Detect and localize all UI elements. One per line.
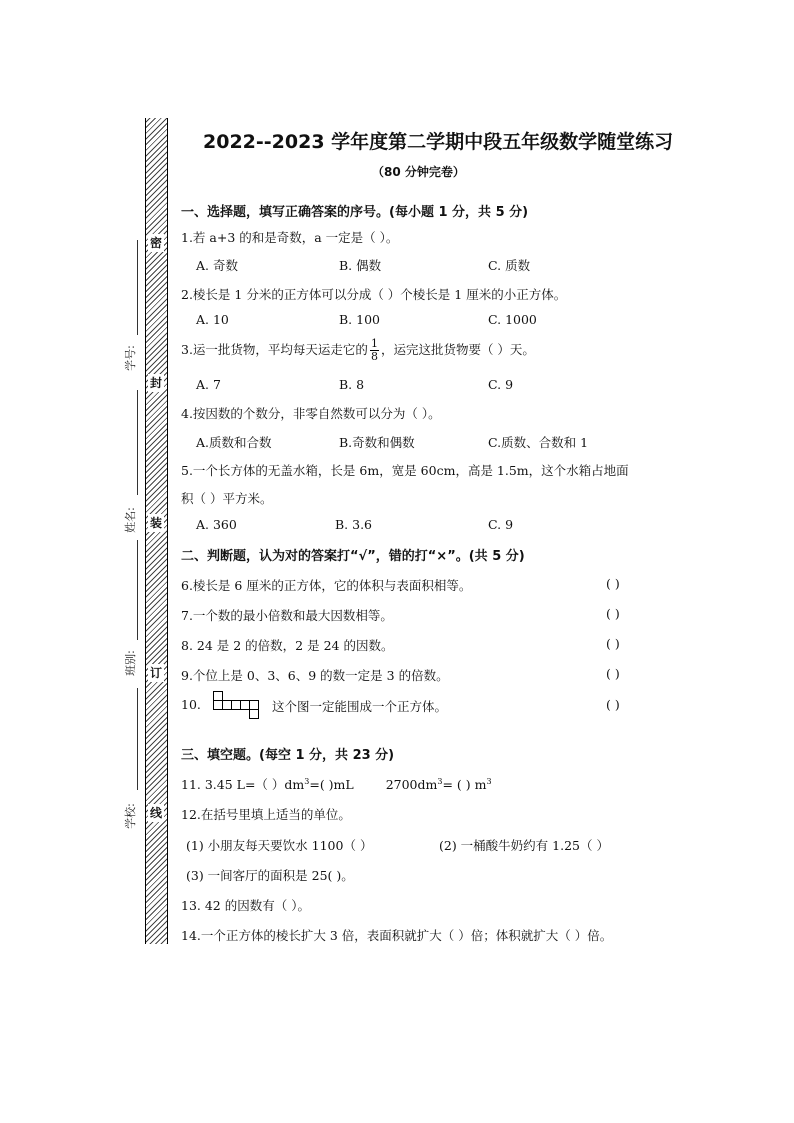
q2-option-a[interactable]: A. 10 — [196, 312, 229, 327]
q11-part-c: 2700dm — [385, 777, 438, 792]
seal-char-feng: 封 — [149, 376, 162, 390]
q5-option-a[interactable]: A. 360 — [196, 517, 237, 532]
cubic-superscript: 3 — [486, 776, 492, 786]
q3-stem-pre: 3.运一批货物，平均每天运走它的 — [181, 342, 368, 357]
q5-stem-continued: 积（ ）平方米。 — [181, 491, 273, 506]
q2-option-b[interactable]: B. 100 — [339, 312, 380, 327]
q3-option-a[interactable]: A. 7 — [196, 377, 221, 392]
cubic-superscript: 3 — [304, 776, 310, 786]
q4-option-a[interactable]: A.质数和合数 — [196, 435, 272, 450]
page-subtitle: （80 分钟完卷） — [372, 165, 465, 179]
section3-heading: 三、填空题。(每空 1 分，共 23 分) — [181, 748, 395, 763]
q9-text: 9.个位上是 0、3、6、9 的数一定是 3 的倍数。 — [181, 668, 449, 683]
page-title: 2022--2023 学年度第二学期中段五年级数学随堂练习 — [203, 131, 674, 153]
q7-text: 7.一个数的最小倍数和最大因数相等。 — [181, 608, 393, 623]
student-id-line[interactable] — [137, 240, 138, 335]
q8-answer-bracket[interactable]: ( ) — [606, 636, 620, 651]
name-label: 姓名: — [124, 507, 137, 533]
section2-heading: 二、判断题，认为对的答案打“√”，错的打“×”。(共 5 分) — [181, 549, 525, 564]
q3-option-b[interactable]: B. 8 — [339, 377, 365, 392]
seal-char-xian: 线 — [149, 806, 162, 820]
seal-char-zhuang: 装 — [149, 516, 162, 530]
q12-item-1: (1) 小朋友每天要饮水 1100（ ） — [186, 838, 373, 853]
q1-stem: 1.若 a+3 的和是奇数，a 一定是（ ）。 — [181, 230, 399, 245]
binding-border-left — [145, 118, 146, 944]
q5-option-b[interactable]: B. 3.6 — [335, 517, 373, 532]
q14-text: 14.一个正方体的棱长扩大 3 倍，表面积就扩大（ ）倍；体积就扩大（ ）倍。 — [181, 928, 613, 943]
q2-option-c[interactable]: C. 1000 — [488, 312, 537, 327]
q1-option-a[interactable]: A. 奇数 — [196, 258, 238, 273]
student-id-label: 学号: — [124, 345, 137, 371]
class-label: 班别: — [124, 650, 137, 676]
q10-answer-bracket[interactable]: ( ) — [606, 697, 620, 712]
fraction-one-eighth — [370, 338, 379, 363]
class-line[interactable] — [137, 540, 138, 640]
net-square — [249, 709, 259, 719]
binding-border-right — [167, 118, 168, 944]
q2-stem: 2.棱长是 1 分米的正方体可以分成（ ）个棱长是 1 厘米的小正方体。 — [181, 287, 567, 302]
q5-option-c[interactable]: C. 9 — [488, 517, 514, 532]
q11-part-a: 11. 3.45 L=（ ）dm — [181, 777, 305, 792]
q10-text: 这个图一定能围成一个正方体。 — [272, 699, 448, 714]
q10-number: 10. — [181, 697, 201, 712]
q11-part-d: = ( ) m — [442, 777, 487, 792]
q4-option-b[interactable]: B.奇数和偶数 — [339, 435, 415, 450]
q8-text: 8. 24 是 2 的倍数，2 是 24 的因数。 — [181, 638, 394, 653]
fraction-numerator: 1 — [370, 337, 378, 350]
q4-stem: 4.按因数的个数分，非零自然数可以分为（ ）。 — [181, 406, 441, 421]
q1-option-c[interactable]: C. 质数 — [488, 258, 531, 273]
q11-part-b: =( )mL — [309, 777, 354, 792]
school-line[interactable] — [137, 688, 138, 790]
q4-option-c[interactable]: C.质数、合数和 1 — [488, 435, 589, 450]
q1-option-b[interactable]: B. 偶数 — [339, 258, 382, 273]
q12-stem: 12.在括号里填上适当的单位。 — [181, 807, 351, 822]
name-line[interactable] — [137, 390, 138, 495]
q13-text: 13. 42 的因数有（ ）。 — [181, 898, 310, 913]
q11-line — [181, 775, 492, 793]
q12-item-3: (3) 一间客厅的面积是 25( )。 — [186, 868, 354, 883]
q12-item-2: (2) 一桶酸牛奶约有 1.25（ ） — [439, 838, 609, 853]
q3-option-c[interactable]: C. 9 — [488, 377, 514, 392]
q3-stem — [181, 335, 535, 365]
q6-answer-bracket[interactable]: ( ) — [606, 576, 620, 591]
q6-text: 6.棱长是 6 厘米的正方体，它的体积与表面积相等。 — [181, 578, 472, 593]
q7-answer-bracket[interactable]: ( ) — [606, 606, 620, 621]
q5-stem: 5.一个长方体的无盖水箱，长是 6m，宽是 60cm，高是 1.5m，这个水箱占地面 — [181, 463, 629, 478]
cube-net-figure — [213, 691, 273, 721]
seal-char-mi: 密 — [149, 236, 162, 250]
q9-answer-bracket[interactable]: ( ) — [606, 666, 620, 681]
school-label: 学校: — [124, 803, 137, 829]
q3-stem-post: ，运完这批货物要（ ）天。 — [380, 342, 535, 357]
fraction-denominator: 8 — [370, 350, 378, 363]
seal-char-ding: 订 — [149, 666, 162, 680]
section1-heading: 一、选择题，填写正确答案的序号。(每小题 1 分，共 5 分) — [181, 205, 529, 220]
cubic-superscript: 3 — [437, 776, 443, 786]
